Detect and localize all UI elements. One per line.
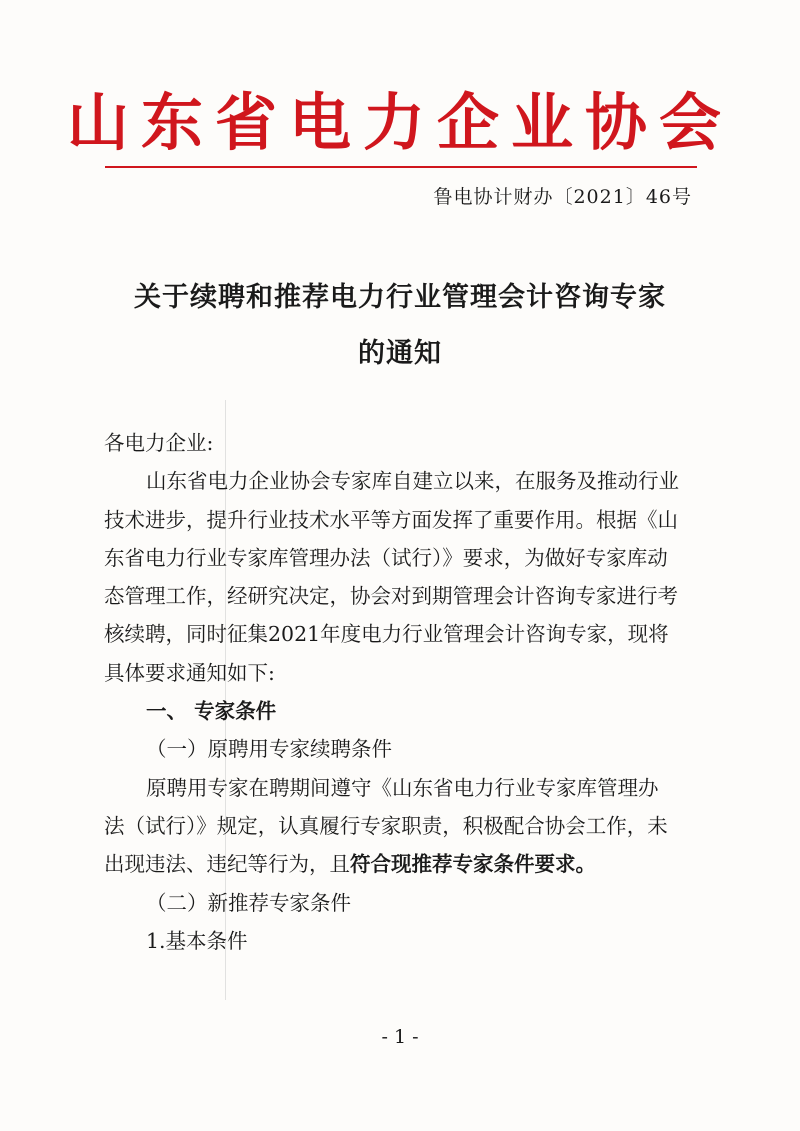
paragraph-line: 东省电力行业专家库管理办法（试行）》要求，为做好专家库动 [104,545,668,570]
paragraph-text: 出现违法、违纪等行为，且 [104,852,350,877]
document-title-line-1: 关于续聘和推荐电力行业管理会计咨询专家 [134,282,666,313]
paragraph-line: 核续聘，同时征集2021年度电力行业管理会计咨询专家，现将 [104,622,669,647]
document-title [0,270,800,382]
paragraph-line: 态管理工作，经研究决定，协会对到期管理会计咨询专家进行考 [104,584,678,609]
page-number: - 1 - [381,1026,419,1048]
document-title-line-2: 的通知 [358,338,442,369]
paragraph-line: 具体要求通知如下: [104,660,275,685]
document-body [104,424,704,960]
paragraph-line [104,845,704,883]
section-heading: 一、 专家条件 [146,699,277,724]
salutation: 各电力企业: [104,431,214,455]
subsection-heading: （一）原聘用专家续聘条件 [146,737,392,762]
document-number: 鲁电协计财办〔2021〕46号 [433,186,692,208]
emphasized-text: 符合现推荐专家条件要求。 [350,852,596,877]
paragraph-line: 法（试行）》规定，认真履行专家职责，积极配合协会工作，未 [104,813,668,838]
org-header-title: 山东省电力企业协会 [66,86,733,159]
paragraph-line: 原聘用专家在聘期间遵守《山东省电力行业专家库管理办 [146,775,659,800]
red-header-rule [105,166,697,168]
subsection-heading: （二）新推荐专家条件 [146,890,351,915]
paragraph-line: 技术进步，提升行业技术水平等方面发挥了重要作用。根据《山 [104,507,678,532]
item-heading: 1.基本条件 [146,928,248,953]
paragraph-line: 山东省电力企业协会专家库自建立以来，在服务及推动行业 [146,469,679,494]
